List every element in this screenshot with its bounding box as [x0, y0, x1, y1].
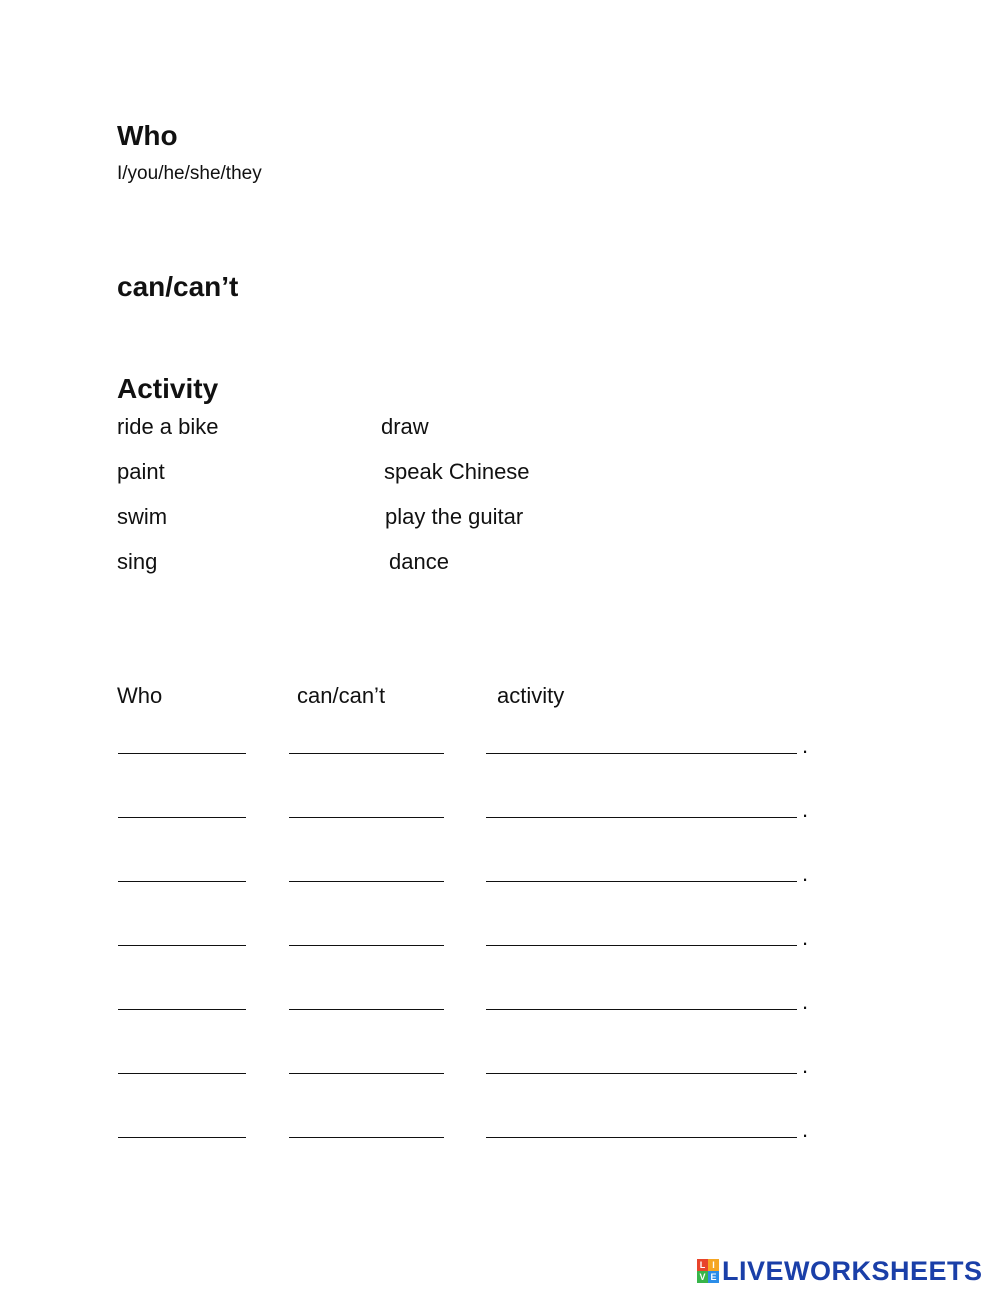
blank-who[interactable]: [118, 1137, 246, 1138]
activity-item: draw: [381, 414, 429, 439]
activity-item: play the guitar: [385, 504, 524, 529]
blank-can[interactable]: [289, 1073, 444, 1074]
blank-can[interactable]: [289, 945, 444, 946]
blank-who[interactable]: [118, 817, 246, 818]
logo-text: LIVEWORKSHEETS: [722, 1255, 983, 1286]
activity-item: speak Chinese: [384, 459, 530, 484]
blank-activity[interactable]: [486, 1137, 797, 1138]
activity-heading: Activity: [117, 373, 219, 404]
activity-item: ride a bike: [117, 414, 219, 439]
table-header-can: can/can’t: [297, 683, 386, 708]
row-period: .: [802, 861, 809, 886]
blank-activity[interactable]: [486, 753, 797, 754]
who-heading: Who: [117, 120, 178, 151]
blank-can[interactable]: [289, 817, 444, 818]
table-header-who: Who: [117, 683, 163, 708]
row-period: .: [802, 925, 809, 950]
liveworksheets-logo-icon: L I V E: [697, 1259, 719, 1283]
blank-activity[interactable]: [486, 1073, 797, 1074]
table-header-activity: activity: [497, 683, 565, 708]
blank-can[interactable]: [289, 753, 444, 754]
row-period: .: [802, 733, 809, 758]
modal-heading: can/can’t: [117, 271, 239, 302]
blank-who[interactable]: [118, 1009, 246, 1010]
blank-who[interactable]: [118, 1073, 246, 1074]
activity-item: dance: [389, 549, 449, 574]
activity-item: swim: [117, 504, 168, 529]
row-period: .: [802, 1117, 809, 1142]
activity-item: paint: [117, 459, 165, 484]
liveworksheets-logo: [697, 1256, 983, 1286]
blank-can[interactable]: [289, 1137, 444, 1138]
activity-item: sing: [117, 549, 158, 574]
row-period: .: [802, 989, 809, 1014]
blank-activity[interactable]: [486, 1009, 797, 1010]
blank-who[interactable]: [118, 753, 246, 754]
blank-activity[interactable]: [486, 817, 797, 818]
blank-activity[interactable]: [486, 945, 797, 946]
blank-can[interactable]: [289, 881, 444, 882]
row-period: .: [802, 797, 809, 822]
blank-can[interactable]: [289, 1009, 444, 1010]
who-options: I/you/he/she/they: [117, 163, 262, 184]
row-period: .: [802, 1053, 809, 1078]
blank-who[interactable]: [118, 945, 246, 946]
blank-activity[interactable]: [486, 881, 797, 882]
blank-who[interactable]: [118, 881, 246, 882]
